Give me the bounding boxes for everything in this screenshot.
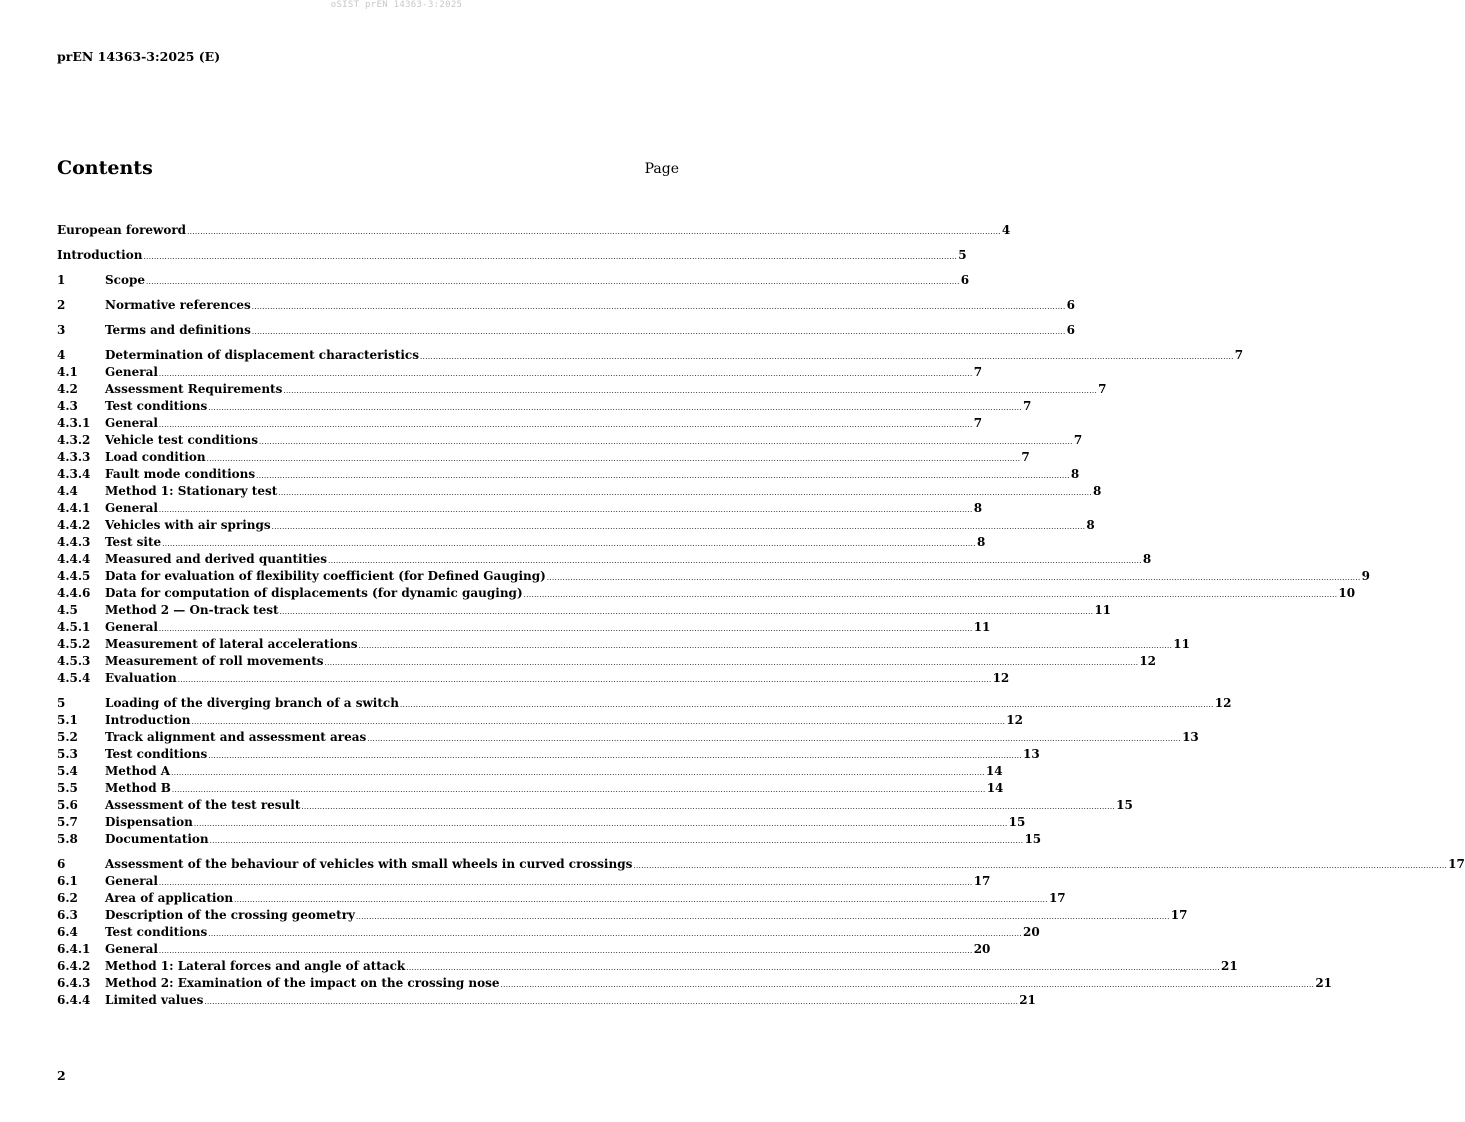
toc-entry-title: Description of the crossing geometry [105,908,356,922]
toc-entry-page: 6 [1066,323,1075,337]
toc-entry-number: 4.4.5 [57,569,91,583]
toc-dot-leader [633,858,1447,875]
footer-page-number: 2 [57,1068,66,1083]
toc-entry-number: 4.4.3 [57,535,91,549]
toc-entry[interactable] [57,415,983,432]
toc-entry-number: 5.5 [57,781,78,795]
toc-entry[interactable] [57,297,1075,314]
toc-dot-leader [524,587,1338,604]
toc-entry-title: Method B [105,781,171,795]
toc-entry[interactable] [57,873,991,890]
toc-dot-leader [146,274,960,291]
toc-dot-leader [278,485,1092,502]
toc-entry-number: 4.3 [57,399,78,413]
toc-entry-number: 4.3.3 [57,450,91,464]
toc-entry-number: 6.4 [57,925,78,939]
toc-entry[interactable] [57,364,983,381]
toc-entry-page: 17 [1048,891,1066,905]
toc-entry[interactable] [57,780,1004,797]
toc-entry-number: 4.4.4 [57,552,91,566]
toc-dot-leader [252,299,1066,316]
toc-entry-page: 7 [1073,433,1083,447]
toc-entry-number: 5.1 [57,713,78,727]
toc-entry-page: 8 [976,535,986,549]
toc-entry-number: 4.2 [57,382,78,396]
toc-entry-title: Assessment Requirements [105,382,283,396]
toc-entry-number: 4.3.2 [57,433,91,447]
toc-entry-page: 11 [1094,603,1112,617]
toc-entry[interactable] [57,272,970,289]
toc-entry-number: 6.4.1 [57,942,91,956]
toc-entry-page: 21 [1019,993,1036,1007]
toc-entry-title: Test conditions [105,925,208,939]
toc-entry-number: 2 [57,298,66,312]
toc-entry-title: Loading of the diverging branch of a switch [105,696,399,710]
toc-entry-title: Assessment of the behaviour of vehicles with small wheels in curved crossings [105,857,633,871]
toc-entry-title: Terms and definitions [105,323,251,337]
toc-entry[interactable] [57,483,1102,500]
toc-entry[interactable] [57,941,991,958]
toc-dot-leader [359,638,1173,655]
toc-entry-page: 11 [973,620,991,634]
toc-entry-title: General [105,501,158,515]
toc-entry[interactable] [57,466,1080,483]
toc-entry-title: Evaluation [105,671,177,685]
toc-dot-leader [252,324,1066,341]
toc-entry-page: 13 [1182,730,1199,744]
toc-entry-title: Test site [105,535,162,549]
toc-entry[interactable] [57,534,986,551]
toc-entry-page: 6 [960,273,970,287]
toc-entry-number: 5 [57,696,66,710]
toc-dot-leader [159,875,973,892]
toc-dot-leader [208,400,1022,417]
toc-entry-page: 21 [1315,976,1333,990]
toc-entry[interactable] [57,347,1244,364]
toc-dot-leader [234,892,1048,909]
toc-entry-title: General [105,874,158,888]
page-column-label: Page [644,161,679,177]
toc-entry[interactable] [57,746,1040,763]
toc-dot-leader [406,960,1220,977]
toc-entry-page: 17 [1448,857,1465,871]
table-of-contents [57,222,1465,1009]
toc-entry-page: 7 [973,365,983,379]
toc-entry-page: 8 [1086,518,1095,532]
watermark-text: oSIST prEN 14363-3:2025 [330,0,463,10]
toc-entry-title: Method 1: Lateral forces and angle of attack [105,959,406,973]
toc-entry-page: 12 [1006,713,1023,727]
toc-entry[interactable] [57,551,1152,568]
toc-entry[interactable] [57,449,1030,466]
toc-entry-title: Load condition [105,450,206,464]
toc-entry[interactable] [57,856,1465,873]
toc-dot-leader [210,833,1024,850]
toc-dot-leader [356,909,1170,926]
toc-entry-page: 20 [1023,925,1040,939]
toc-entry-number: 4.3.1 [57,416,91,430]
toc-dot-leader [143,249,957,266]
toc-dot-leader [207,451,1021,468]
toc-entry-title: Data for computation of displacements (for dynamic gauging) [105,586,523,600]
toc-entry[interactable] [57,924,1040,941]
toc-entry[interactable] [57,763,1003,780]
toc-entry-page: 17 [973,874,991,888]
toc-dot-leader [325,655,1139,672]
toc-entry[interactable] [57,619,991,636]
toc-entry-number: 4.5.1 [57,620,91,634]
toc-entry-page: 12 [1139,654,1157,668]
toc-entry[interactable] [57,695,1232,712]
toc-entry-number: 5.8 [57,832,78,846]
toc-entry-title: Introduction [57,248,143,262]
toc-entry-number: 4.4.2 [57,518,91,532]
toc-entry-number: 5.2 [57,730,78,744]
toc-entry-page: 10 [1338,586,1356,600]
toc-entry[interactable] [57,907,1188,924]
toc-entry-number: 3 [57,323,66,337]
toc-dot-leader [178,672,992,689]
toc-entry[interactable] [57,602,1112,619]
toc-entry[interactable] [57,653,1157,670]
toc-dot-leader [204,994,1018,1011]
toc-dot-leader [420,349,1234,366]
toc-entry[interactable] [57,831,1042,848]
toc-entry[interactable] [57,890,1066,907]
toc-entry-title: European foreword [57,223,187,237]
toc-entry-title: Measurement of lateral accelerations [105,637,358,651]
toc-entry[interactable] [57,797,1133,814]
toc-entry[interactable] [57,500,983,517]
toc-entry[interactable] [57,670,1010,687]
toc-entry-title: Method 2: Examination of the impact on the crossing nose [105,976,500,990]
toc-entry-number: 6.4.2 [57,959,91,973]
toc-entry-title: Data for evaluation of flexibility coefficient (for Defined Gauging) [105,569,546,583]
toc-entry-page: 7 [1098,382,1107,396]
toc-entry-title: Assessment of the test result [105,798,301,812]
toc-entry-number: 4.5.2 [57,637,91,651]
toc-dot-leader [272,519,1086,536]
toc-dot-leader [171,765,985,782]
toc-entry-title: Vehicles with air springs [105,518,271,532]
toc-entry-title: Introduction [105,713,191,727]
toc-entry-title: Scope [105,273,146,287]
toc-entry[interactable] [57,398,1032,415]
toc-entry-title: Normative references [105,298,251,312]
toc-dot-leader [501,977,1315,994]
toc-entry-title: Measured and derived quantities [105,552,328,566]
toc-entry-title: Test conditions [105,747,208,761]
toc-entry[interactable] [57,568,1370,585]
toc-entry-page: 11 [1173,637,1190,651]
toc-entry[interactable] [57,247,967,264]
toc-entry[interactable] [57,585,1356,602]
toc-entry[interactable] [57,222,1011,239]
toc-dot-leader [301,799,1115,816]
toc-dot-leader [208,748,1022,765]
toc-entry-number: 6.4.3 [57,976,91,990]
toc-entry-title: Test conditions [105,399,208,413]
toc-entry-title: Limited values [105,993,204,1007]
toc-entry-page: 4 [1001,223,1011,237]
toc-entry-number: 6.2 [57,891,78,905]
toc-dot-leader [208,926,1022,943]
toc-entry-page: 13 [1023,747,1040,761]
toc-entry[interactable] [57,432,1083,449]
toc-entry-number: 6.1 [57,874,78,888]
toc-entry-page: 6 [1066,298,1075,312]
toc-entry-number: 4.5.3 [57,654,91,668]
toc-dot-leader [280,604,1094,621]
toc-entry-page: 8 [1093,484,1102,498]
toc-entry-page: 7 [1234,348,1244,362]
toc-entry-number: 6.3 [57,908,78,922]
toc-entry-number: 4.5 [57,603,78,617]
toc-entry-page: 9 [1361,569,1370,583]
toc-entry[interactable] [57,729,1199,746]
toc-entry-title: Method A [105,764,171,778]
toc-entry-number: 4.4.6 [57,586,91,600]
toc-dot-leader [283,383,1097,400]
toc-entry-page: 21 [1221,959,1238,973]
toc-entry-page: 7 [1023,399,1032,413]
toc-entry-page: 14 [985,764,1003,778]
toc-entry-page: 15 [1116,798,1133,812]
toc-entry-page: 14 [986,781,1004,795]
toc-entry-page: 15 [1024,832,1042,846]
toc-entry-title: Method 1: Stationary test [105,484,278,498]
toc-entry-page: 20 [973,942,991,956]
toc-entry-number: 4.3.4 [57,467,91,481]
toc-dot-leader [159,417,973,434]
toc-entry-page: 17 [1170,908,1188,922]
toc-entry[interactable] [57,958,1238,975]
toc-dot-leader [159,502,973,519]
toc-entry[interactable] [57,322,1075,339]
toc-entry-number: 5.3 [57,747,78,761]
toc-dot-leader [194,816,1008,833]
toc-entry-number: 5.6 [57,798,78,812]
toc-dot-leader [400,697,1214,714]
toc-entry-page: 12 [1214,696,1232,710]
toc-entry-title: Method 2 — On-track test [105,603,279,617]
toc-entry-title: Track alignment and assessment areas [105,730,367,744]
toc-entry-page: 15 [1008,815,1026,829]
toc-entry-number: 5.7 [57,815,78,829]
toc-entry[interactable] [57,381,1107,398]
toc-entry-title: Measurement of roll movements [105,654,324,668]
toc-entry-number: 6.4.4 [57,993,91,1007]
document-id: prEN 14363-3:2025 (E) [57,49,221,64]
toc-entry-title: Fault mode conditions [105,467,256,481]
toc-entry-page: 7 [1021,450,1030,464]
toc-entry-number: 4.4.1 [57,501,91,515]
toc-entry-number: 5.4 [57,764,78,778]
toc-entry-page: 8 [1142,552,1152,566]
toc-entry-title: Dispensation [105,815,193,829]
toc-entry-number: 1 [57,273,66,287]
toc-entry-number: 4.1 [57,365,78,379]
toc-entry-title: General [105,620,158,634]
toc-entry[interactable] [57,975,1333,992]
toc-entry-page: 8 [1070,467,1080,481]
toc-entry-page: 8 [973,501,983,515]
toc-entry-title: Area of application [105,891,234,905]
toc-dot-leader [187,224,1001,241]
toc-entry-title: General [105,942,158,956]
toc-entry-number: 4.5.4 [57,671,91,685]
toc-entry[interactable] [57,814,1026,831]
toc-entry[interactable] [57,517,1095,534]
toc-entry-title: Vehicle test conditions [105,433,259,447]
toc-entry-number: 4.4 [57,484,78,498]
toc-entry-number: 4 [57,348,66,362]
toc-entry-title: Documentation [105,832,209,846]
toc-entry-title: General [105,416,158,430]
toc-entry-title: Determination of displacement characteristics [105,348,419,362]
toc-dot-leader [259,434,1073,451]
toc-entry[interactable] [57,992,1036,1009]
toc-entry-page: 5 [958,248,967,262]
toc-entry-page: 7 [973,416,983,430]
toc-dot-leader [547,570,1361,587]
contents-heading: Contents [57,157,153,179]
toc-entry-number: 6 [57,857,66,871]
toc-entry-title: General [105,365,158,379]
toc-entry[interactable] [57,712,1023,729]
toc-entry[interactable] [57,636,1190,653]
toc-dot-leader [256,468,1070,485]
toc-entry-page: 12 [992,671,1010,685]
toc-dot-leader [367,731,1181,748]
